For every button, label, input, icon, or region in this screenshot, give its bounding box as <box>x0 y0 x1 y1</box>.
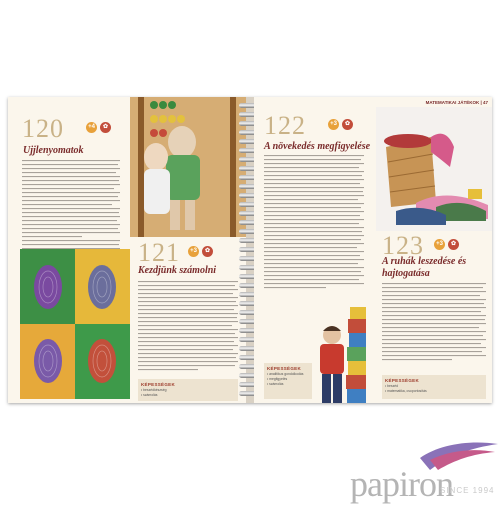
section-title: MATEMATIKAI JÁTÉKOK <box>425 100 480 105</box>
group-icon: ✿ <box>342 119 353 130</box>
age-badge: +3 <box>188 246 199 257</box>
activity-number: 120 <box>22 114 64 143</box>
body-text-lines <box>264 155 364 305</box>
boy-with-blocks-photo <box>314 297 372 403</box>
activity-number: 122 <box>264 111 306 140</box>
body-text-lines <box>382 283 486 373</box>
running-header: MATEMATIKAI JÁTÉKOK | 47 <box>425 100 488 105</box>
skill-item: • matematika, csoportosítás <box>385 389 427 393</box>
age-badge: +4 <box>86 122 97 133</box>
skill-item: • megfigyelés <box>267 377 288 381</box>
open-book <box>8 97 492 403</box>
skills-box <box>382 375 486 399</box>
skills-box <box>138 379 238 401</box>
activity-number: 123 <box>382 231 424 260</box>
activity-title: Kezdjünk számolni <box>138 265 217 276</box>
group-icon: ✿ <box>448 239 459 250</box>
laundry-basket-photo <box>376 107 492 231</box>
right-page <box>254 97 492 403</box>
activity-title: A növekedés megfigyelése <box>264 141 371 152</box>
body-text-lines <box>138 281 238 377</box>
brand-wordmark: papiron <box>350 464 453 504</box>
skills-heading: KÉPESSÉGEK <box>267 366 302 371</box>
page-number: 47 <box>482 100 488 105</box>
activity-number: 121 <box>138 238 180 267</box>
skills-heading: KÉPESSÉGEK <box>141 382 176 387</box>
skill-item: • számolás <box>141 393 158 397</box>
group-icon: ✿ <box>202 246 213 257</box>
age-badge: +3 <box>434 239 445 250</box>
group-icon: ✿ <box>100 122 111 133</box>
skill-item: • beszéd <box>385 384 399 388</box>
age-badge: +3 <box>328 119 339 130</box>
activity-title: A ruhák leszedése és hajtogatása <box>382 256 467 279</box>
abacus-photo <box>130 97 246 237</box>
activity-title: Ujjlenyomatok <box>23 145 84 156</box>
skill-item: • számolás <box>267 382 284 386</box>
brand-tagline: SINCE 1994 <box>440 486 495 495</box>
skills-heading: KÉPESSÉGEK <box>385 378 420 383</box>
left-page <box>8 97 246 403</box>
skills-box <box>264 363 312 399</box>
skill-item: • analitikus gondolkodás <box>267 372 304 376</box>
skill-item: • beszédkészség <box>141 388 167 392</box>
fingerprint-artwork <box>20 249 130 399</box>
